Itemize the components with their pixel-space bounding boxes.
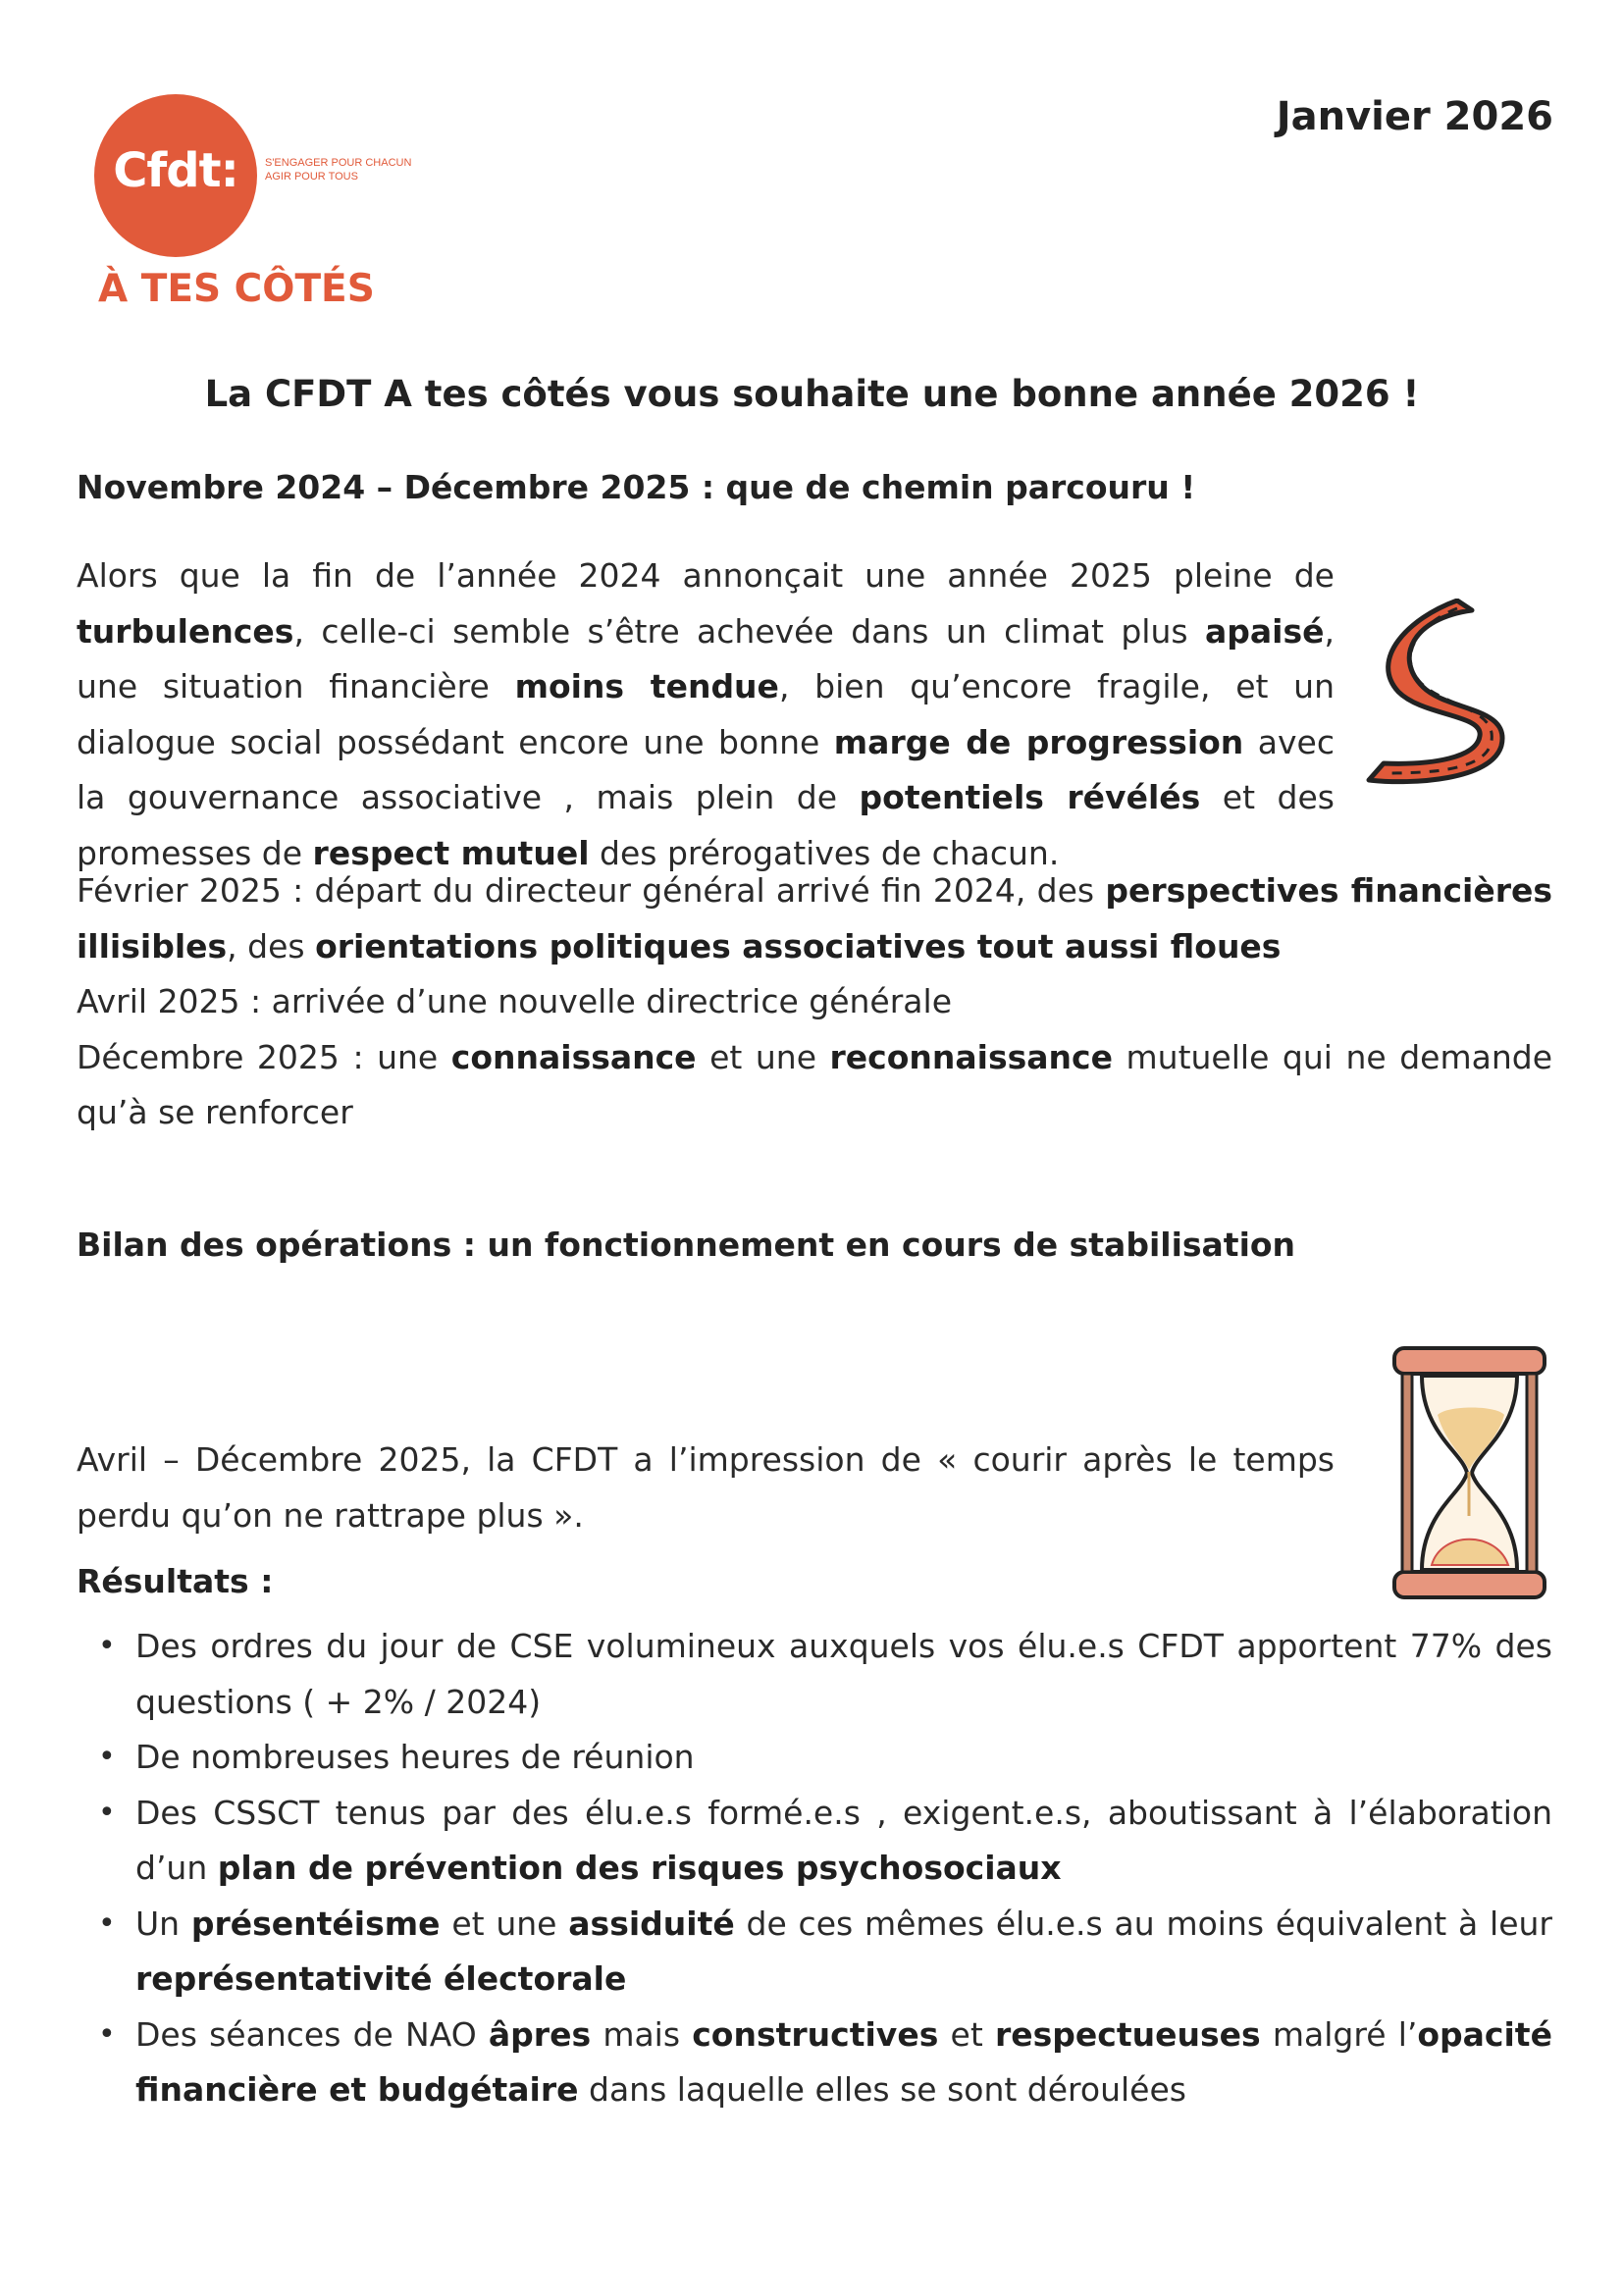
- section-1-heading: Novembre 2024 – Décembre 2025 : que de chemin parcouru !: [77, 468, 1196, 506]
- section-2-heading: Bilan des opérations : un fonctionnement en cours de stabilisation: [77, 1226, 1296, 1264]
- tagline-line-2: AGIR POUR TOUS: [265, 171, 358, 183]
- section-1-paragraph-1: Alors que la fin de l’année 2024 annonçait une année 2025 pleine de turbulences, celle-ci semble s’être achevée dans un climat plus apaisé, une situation financière moins tendue, bien qu’encore fragile, et un dialogue social possédant encore une bonne marge de progression avec la gouvernance associative , mais plein de potentiels révélés et des promesses de respect mutuel des prérogatives de chacun.: [77, 556, 1335, 872]
- list-item: • Des séances de NAO âpres mais constructives et respectueuses malgré l’opacité financière et budgétaire dans laquelle elles se sont déroulées: [98, 2014, 1552, 2109]
- section-1-paragraph-2: [77, 863, 1552, 1141]
- document-title: La CFDT A tes côtés vous souhaite une bonne année 2026 !: [204, 373, 1420, 415]
- list-item: • De nombreuses heures de réunion: [98, 1738, 695, 1776]
- results-list: [77, 1619, 1552, 2118]
- logo-text: Cfdt:: [113, 143, 238, 198]
- results-label: Résultats :: [77, 1562, 274, 1600]
- timeline-december: Décembre 2025 : une connaissance et une reconnaissance mutuelle qui ne demande qu’à se renforcer: [77, 1037, 1552, 1131]
- document-date: Janvier 2026: [1276, 94, 1553, 139]
- list-item: • Des ordres du jour de CSE volumineux auxquels vos élu.e.s CFDT apportent 77% des questions ( + 2% / 2024): [98, 1627, 1552, 1721]
- timeline-april: Avril 2025 : arrivée d’une nouvelle directrice générale: [77, 982, 952, 1020]
- cfdt-logo: [94, 94, 257, 257]
- tagline-line-1: S'ENGAGER POUR CHACUN: [265, 157, 412, 169]
- section-2-paragraph: Avril – Décembre 2025, la CFDT a l’impression de « courir après le temps perdu qu’on ne rattrape plus ».: [77, 1440, 1335, 1535]
- list-item: • Un présentéisme et une assiduité de ces mêmes élu.e.s au moins équivalent à leur représentativité électorale: [98, 1904, 1553, 1998]
- brand-subtitle: À TES CÔTÉS: [98, 267, 375, 311]
- list-item: • Des CSSCT tenus par des élu.e.s formé.e.s , exigent.e.s, aboutissant à l’élaboration d’un plan de prévention des risques psychosociaux: [98, 1793, 1552, 1887]
- logo-tagline: [265, 156, 411, 183]
- winding-road-icon: [1354, 599, 1550, 795]
- timeline-february: Février 2025 : départ du directeur général arrivé fin 2024, des perspectives financières illisibles, des orientations politiques associatives tout aussi floues: [77, 871, 1552, 965]
- hourglass-icon: [1388, 1344, 1550, 1601]
